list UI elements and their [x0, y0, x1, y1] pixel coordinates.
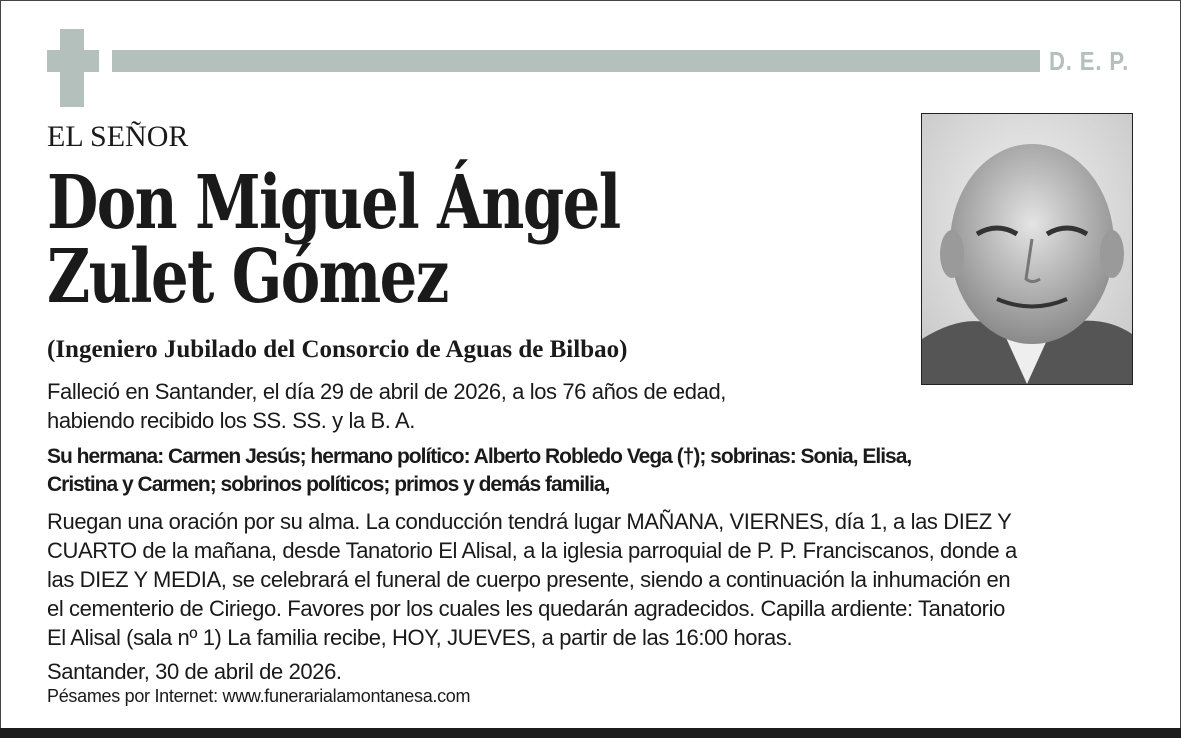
ceremony-line: el cementerio de Ciriego. Favores por los cuales les quedarán agradecidos. Capilla ardiente: Tanatorio — [47, 596, 1005, 621]
ceremony-line: CUARTO de la mañana, desde Tanatorio El Alisal, a la iglesia parroquial de P. P. Franciscanos, donde a — [47, 538, 1017, 563]
place-date: Santander, 30 de abril de 2026. — [47, 659, 342, 684]
family-line: Cristina y Carmen; sobrinos políticos; primos y demás familia, — [47, 473, 610, 496]
death-notice-line: Falleció en Santander, el día 29 de abril de 2026, a los 76 años de edad, — [47, 379, 726, 404]
death-notice — [47, 377, 726, 435]
family-line: Su hermana: Carmen Jesús; hermano político: Alberto Robledo Vega (†); sobrinas: Sonia, Elisa, — [47, 445, 912, 468]
deceased-name-line-2: Zulet Gómez — [47, 234, 448, 320]
ceremony-line: El Alisal (sala nº 1) La familia recibe, HOY, JUEVES, a partir de las 16:00 horas. — [47, 625, 793, 650]
occupation: (Ingeniero Jubilado del Consorcio de Aguas de Bilbao) — [47, 336, 628, 363]
death-notice-line: habiendo recibido los SS. SS. y la B. A. — [47, 408, 416, 433]
ceremony-line: Ruegan una oración por su alma. La conducción tendrá lugar MAÑANA, VIERNES, día 1, a las DIEZ Y — [47, 509, 1012, 534]
portrait-photo — [921, 113, 1133, 385]
family-list — [47, 443, 911, 499]
ceremony-details — [47, 507, 1017, 652]
ceremony-line: las DIEZ Y MEDIA, se celebrará el funeral de cuerpo presente, siendo a continuación la inhumación en — [47, 567, 1011, 592]
deceased-name-line-1: Don Miguel Ángel — [47, 160, 620, 246]
header-bar — [112, 50, 1040, 72]
bottom-band — [0, 728, 1181, 738]
cross-icon-arm — [47, 50, 99, 72]
dep-label: D. E. P. — [1049, 46, 1130, 76]
condolences-link: Pésames por Internet: www.funerarialamontanesa.com — [47, 686, 471, 706]
prefix: EL SEÑOR — [47, 120, 189, 153]
